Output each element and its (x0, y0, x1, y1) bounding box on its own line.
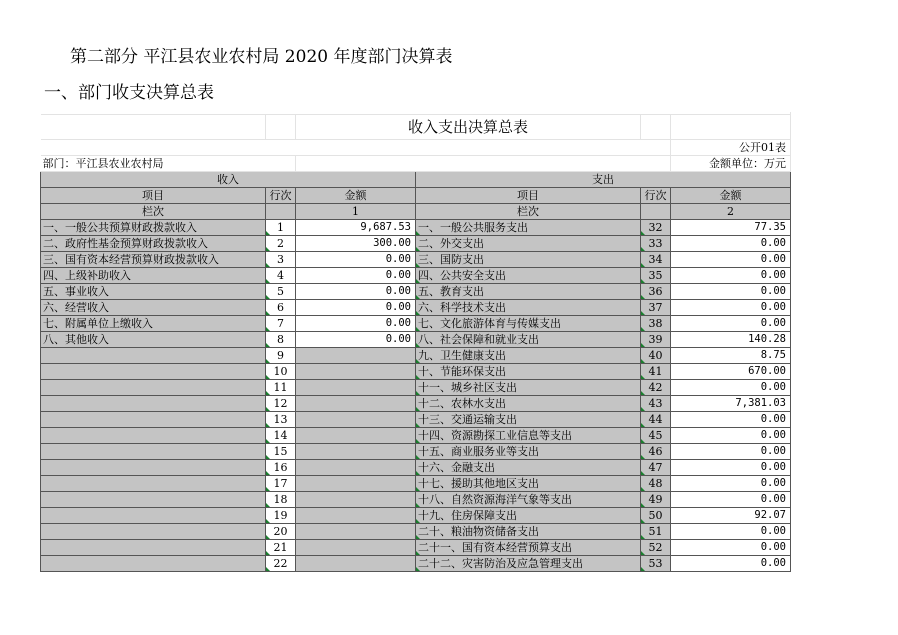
expense-amount: 92.07 (671, 508, 791, 524)
expense-row-number: 44 (641, 412, 671, 428)
expense-item: 十、节能环保支出 (416, 364, 641, 380)
income-column-number: 1 (296, 204, 416, 220)
expense-item: 四、公共安全支出 (416, 268, 641, 284)
table-row (41, 300, 791, 316)
income-amount (296, 460, 416, 476)
income-item: 一、一般公共预算财政拨款收入 (41, 220, 266, 236)
expense-amount: 0.00 (671, 476, 791, 492)
table-row (41, 332, 791, 348)
income-amount (296, 556, 416, 572)
expense-amount-header: 金额 (671, 188, 791, 204)
expense-amount: 0.00 (671, 460, 791, 476)
table-row (41, 476, 791, 492)
income-row-number: 4 (266, 268, 296, 284)
dept-row (41, 156, 791, 172)
expense-row-number: 48 (641, 476, 671, 492)
table-title-row (41, 115, 791, 140)
table-row (41, 412, 791, 428)
expense-item: 二十二、灾害防治及应急管理支出 (416, 556, 641, 572)
expense-amount: 0.00 (671, 412, 791, 428)
expense-item: 八、社会保障和就业支出 (416, 332, 641, 348)
expense-amount: 0.00 (671, 316, 791, 332)
income-amount: 0.00 (296, 252, 416, 268)
expense-row-number: 46 (641, 444, 671, 460)
table-row (41, 380, 791, 396)
expense-item: 十七、援助其他地区支出 (416, 476, 641, 492)
expense-item: 十三、交通运输支出 (416, 412, 641, 428)
income-amount (296, 396, 416, 412)
income-row-no-header: 行次 (266, 188, 296, 204)
income-row-number: 16 (266, 460, 296, 476)
expense-amount: 77.35 (671, 220, 791, 236)
income-amount: 0.00 (296, 268, 416, 284)
income-amount (296, 412, 416, 428)
expense-row-no-header: 行次 (641, 188, 671, 204)
expense-amount: 8.75 (671, 348, 791, 364)
income-row-number: 18 (266, 492, 296, 508)
expense-row-number: 37 (641, 300, 671, 316)
table-row (41, 316, 791, 332)
expense-row-number: 47 (641, 460, 671, 476)
income-item: 三、国有资本经营预算财政拨款收入 (41, 252, 266, 268)
expense-row-number: 49 (641, 492, 671, 508)
table-row (41, 268, 791, 284)
expense-lanci-label: 栏次 (416, 204, 641, 220)
table-row (41, 252, 791, 268)
expense-amount: 0.00 (671, 236, 791, 252)
expense-item: 十一、城乡社区支出 (416, 380, 641, 396)
income-row-number: 13 (266, 412, 296, 428)
income-item: 七、附属单位上缴收入 (41, 316, 266, 332)
income-amount (296, 428, 416, 444)
table-row (41, 428, 791, 444)
expense-amount: 0.00 (671, 492, 791, 508)
expense-item: 十六、金融支出 (416, 460, 641, 476)
income-item (41, 556, 266, 572)
table-row (41, 508, 791, 524)
expense-row-number: 43 (641, 396, 671, 412)
income-item (41, 524, 266, 540)
table-row (41, 460, 791, 476)
income-row-number: 5 (266, 284, 296, 300)
expense-item: 二十一、国有资本经营预算支出 (416, 540, 641, 556)
expense-item-header: 项目 (416, 188, 641, 204)
income-item: 六、经营收入 (41, 300, 266, 316)
form-no-row (41, 140, 791, 156)
income-row-number: 1 (266, 220, 296, 236)
expense-row-number: 40 (641, 348, 671, 364)
income-row-number: 11 (266, 380, 296, 396)
income-item (41, 428, 266, 444)
expense-amount: 0.00 (671, 524, 791, 540)
income-amount (296, 380, 416, 396)
income-item (41, 348, 266, 364)
table-row (41, 236, 791, 252)
expense-row-number: 33 (641, 236, 671, 252)
income-row-number: 21 (266, 540, 296, 556)
column-number-row (41, 204, 791, 220)
expense-amount: 0.00 (671, 380, 791, 396)
expense-row-number: 53 (641, 556, 671, 572)
income-row-number: 9 (266, 348, 296, 364)
expense-item: 二、外交支出 (416, 236, 641, 252)
expense-amount: 0.00 (671, 428, 791, 444)
section-title: 一、部门收支决算总表 (44, 83, 214, 103)
table-row (41, 540, 791, 556)
table-row (41, 284, 791, 300)
income-row-number: 7 (266, 316, 296, 332)
income-item (41, 412, 266, 428)
expense-row-number: 38 (641, 316, 671, 332)
expense-amount: 7,381.03 (671, 396, 791, 412)
expense-item: 十四、资源勘探工业信息等支出 (416, 428, 641, 444)
expense-row-number: 35 (641, 268, 671, 284)
income-amount-header: 金额 (296, 188, 416, 204)
income-item-header: 项目 (41, 188, 266, 204)
unit-label: 金额单位：万元 (671, 156, 791, 172)
income-amount (296, 540, 416, 556)
expense-row-number: 45 (641, 428, 671, 444)
table-row (41, 396, 791, 412)
income-header: 收入 (41, 172, 416, 188)
expense-amount: 670.00 (671, 364, 791, 380)
income-item (41, 476, 266, 492)
expense-item: 十九、住房保障支出 (416, 508, 641, 524)
expense-row-number: 36 (641, 284, 671, 300)
income-amount: 0.00 (296, 284, 416, 300)
expense-item: 三、国防支出 (416, 252, 641, 268)
part-title: 第二部分 平江县农业农村局 2020 年度部门决算表 (70, 47, 453, 67)
income-row-number: 12 (266, 396, 296, 412)
income-amount (296, 492, 416, 508)
income-amount (296, 364, 416, 380)
income-row-number: 17 (266, 476, 296, 492)
expense-item: 十八、自然资源海洋气象等支出 (416, 492, 641, 508)
expense-item: 九、卫生健康支出 (416, 348, 641, 364)
income-amount (296, 508, 416, 524)
expense-row-number: 51 (641, 524, 671, 540)
expense-amount: 0.00 (671, 300, 791, 316)
income-item (41, 444, 266, 460)
income-amount: 9,687.53 (296, 220, 416, 236)
table-title: 收入支出决算总表 (296, 115, 641, 140)
income-lanci-label: 栏次 (41, 204, 266, 220)
income-row-number: 8 (266, 332, 296, 348)
income-amount (296, 476, 416, 492)
income-item (41, 460, 266, 476)
income-item (41, 492, 266, 508)
income-item (41, 396, 266, 412)
department-label: 部门：平江县农业农村局 (41, 156, 296, 172)
table-row (41, 220, 791, 236)
table-row (41, 364, 791, 380)
income-item (41, 380, 266, 396)
table-row (41, 492, 791, 508)
income-amount (296, 444, 416, 460)
table-row (41, 444, 791, 460)
expense-row-number: 42 (641, 380, 671, 396)
expense-row-number: 52 (641, 540, 671, 556)
income-item (41, 364, 266, 380)
expense-amount: 0.00 (671, 556, 791, 572)
section-header-row (41, 172, 791, 188)
income-amount: 0.00 (296, 332, 416, 348)
expense-header: 支出 (416, 172, 791, 188)
expense-item: 十二、农林水支出 (416, 396, 641, 412)
income-expense-table (40, 112, 791, 572)
income-amount: 300.00 (296, 236, 416, 252)
income-item: 五、事业收入 (41, 284, 266, 300)
income-row-number: 6 (266, 300, 296, 316)
income-row-number: 19 (266, 508, 296, 524)
expense-item: 十五、商业服务业等支出 (416, 444, 641, 460)
expense-column-number: 2 (671, 204, 791, 220)
expense-amount: 0.00 (671, 268, 791, 284)
table-row (41, 348, 791, 364)
income-row-number: 3 (266, 252, 296, 268)
expense-amount: 0.00 (671, 444, 791, 460)
expense-amount: 0.00 (671, 284, 791, 300)
expense-row-number: 32 (641, 220, 671, 236)
income-row-number: 2 (266, 236, 296, 252)
expense-row-number: 41 (641, 364, 671, 380)
expense-item: 一、一般公共服务支出 (416, 220, 641, 236)
income-row-number: 14 (266, 428, 296, 444)
income-item: 四、上级补助收入 (41, 268, 266, 284)
income-item (41, 508, 266, 524)
expense-row-number: 39 (641, 332, 671, 348)
expense-amount: 0.00 (671, 252, 791, 268)
income-item (41, 540, 266, 556)
income-row-number: 10 (266, 364, 296, 380)
column-header-row (41, 188, 791, 204)
income-amount (296, 524, 416, 540)
income-amount (296, 348, 416, 364)
expense-row-number: 34 (641, 252, 671, 268)
income-row-number: 22 (266, 556, 296, 572)
expense-amount: 0.00 (671, 540, 791, 556)
income-item: 二、政府性基金预算财政拨款收入 (41, 236, 266, 252)
expense-item: 五、教育支出 (416, 284, 641, 300)
table-row (41, 524, 791, 540)
expense-item: 七、文化旅游体育与传媒支出 (416, 316, 641, 332)
expense-amount: 140.28 (671, 332, 791, 348)
table-row (41, 556, 791, 572)
form-number: 公开01表 (671, 140, 791, 156)
income-item: 八、其他收入 (41, 332, 266, 348)
income-amount: 0.00 (296, 316, 416, 332)
income-row-number: 20 (266, 524, 296, 540)
expense-item: 六、科学技术支出 (416, 300, 641, 316)
expense-item: 二十、粮油物资储备支出 (416, 524, 641, 540)
income-row-number: 15 (266, 444, 296, 460)
expense-row-number: 50 (641, 508, 671, 524)
income-amount: 0.00 (296, 300, 416, 316)
